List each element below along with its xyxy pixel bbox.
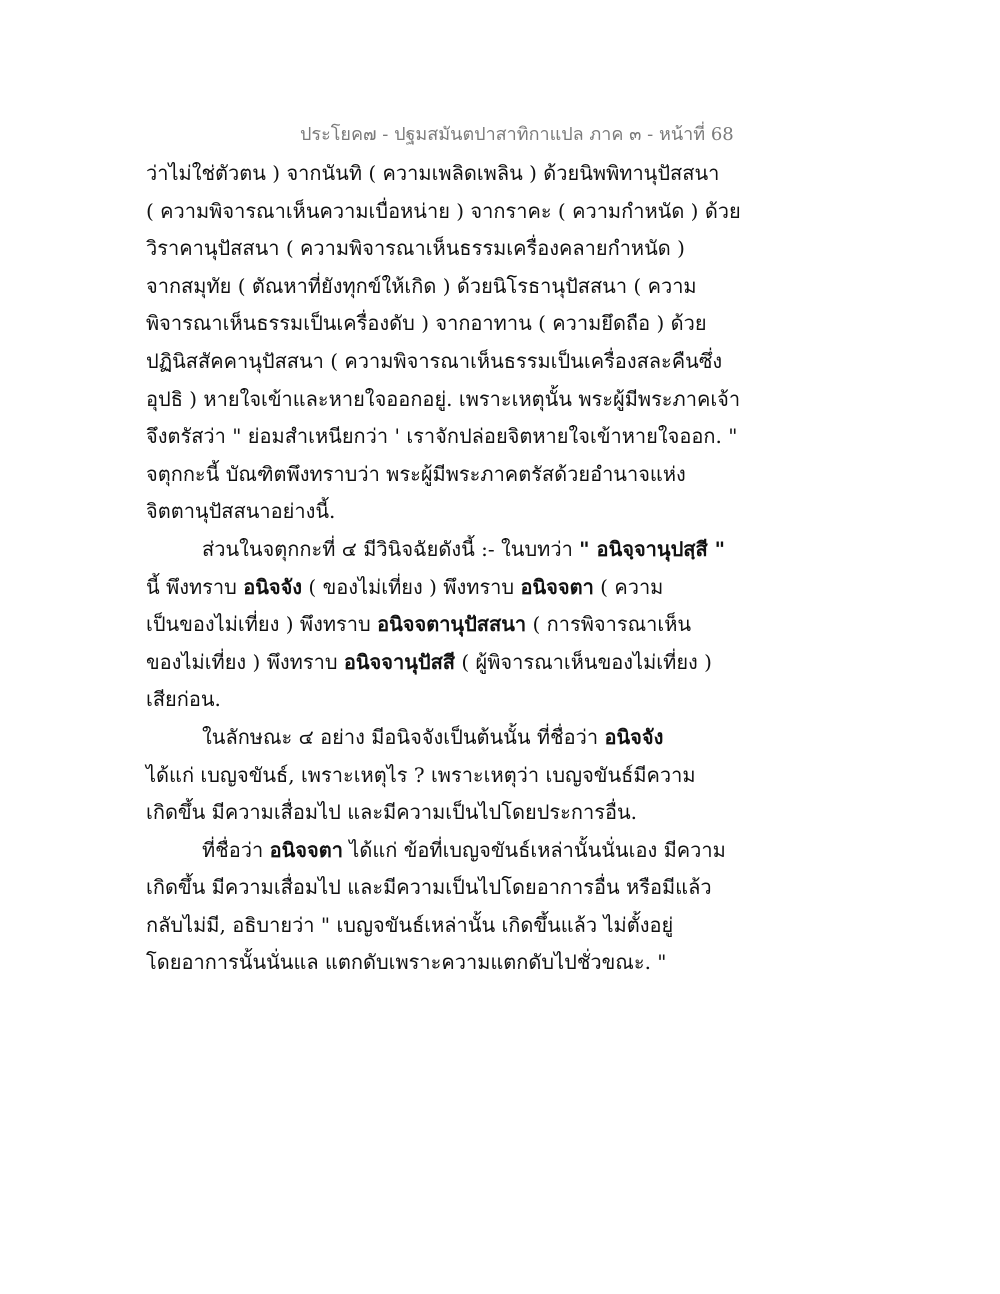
- text-run: ( ผู้พิจารณาเห็นของไม่เที่ยง ): [455, 649, 712, 674]
- bold-term: อนิจจตานุปัสสนา: [377, 612, 527, 637]
- bold-term: อนิจจตา: [520, 574, 594, 599]
- text-run: พิจารณาเห็นธรรมเป็นเครื่องดับ ) จากอาทาน ( ความยึดถือ ) ด้วย: [146, 311, 707, 336]
- text-run: ปฏินิสสัคคานุปัสสนา ( ความพิจารณาเห็นธรรมเป็นเครื่องสละคืนซึ่ง: [146, 348, 723, 373]
- bold-term: อนิจจตา: [269, 837, 343, 862]
- text-line: [146, 569, 706, 607]
- text-line: [146, 757, 706, 795]
- text-line: [146, 681, 706, 719]
- text-line: [146, 644, 712, 682]
- bold-term: อนิจจานุปัสสี: [343, 649, 456, 674]
- text-run: เสียก่อน.: [146, 687, 221, 712]
- text-run: จึงตรัสว่า " ย่อมสำเหนียกว่า ' เราจักปล่อยจิตหายใจเข้าหายใจออก. ": [146, 424, 738, 449]
- text-run: โดยอาการนั้นนั่นแล แตกดับเพราะความแตกดับไปชั่วขณะ. ": [146, 950, 667, 975]
- text-run: อุปธิ ) หายใจเข้าและหายใจออกอยู่. เพราะเหตุนั้น พระผู้มีพระภาคเจ้า: [146, 386, 741, 411]
- text-run: ( การพิจารณาเห็น: [526, 612, 692, 637]
- body-text: [146, 155, 741, 982]
- bold-term: อนิจจัง: [243, 574, 303, 599]
- text-run: จิตตานุปัสสนาอย่างนี้.: [146, 499, 336, 524]
- text-run: ( ของไม่เที่ยง ) พึงทราบ: [302, 574, 521, 599]
- text-line: [146, 794, 706, 832]
- text-run: จากสมุทัย ( ตัณหาที่ยังทุกข์ให้เกิด ) ด้วยนิโรธานุปัสสนา ( ความ: [146, 273, 697, 298]
- running-header: ประโยค๗ - ปฐมสมันตปาสาทิกาแปล ภาค ๓ - หน้าที่ 68: [300, 124, 734, 145]
- text-run: กลับไม่มี, อธิบายว่า " เบญจขันธ์เหล่านั้น เกิดขึ้นแล้ว ไม่ตั้งอยู่: [146, 912, 674, 937]
- text-line: [146, 493, 706, 531]
- text-run: เป็นของไม่เที่ยง ) พึงทราบ: [146, 612, 378, 637]
- text-run: ( ความพิจารณาเห็นความเบื่อหน่าย ) จากราคะ ( ความกำหนัด ) ด้วย: [146, 198, 741, 223]
- text-run: วิราคานุปัสสนา ( ความพิจารณาเห็นธรรมเครื่องคลายกำหนัด ): [146, 236, 685, 261]
- text-run: ( ความ: [593, 574, 664, 599]
- text-line: [146, 869, 712, 907]
- bold-term: อนิจจัง: [604, 724, 664, 749]
- text-run: นี้ พึงทราบ: [146, 574, 244, 599]
- text-run: เกิดขึ้น มีความเสื่อมไป และมีความเป็นไปโดยอาการอื่น หรือมีแล้ว: [146, 875, 712, 900]
- text-line: [146, 719, 706, 757]
- text-run: ส่วนในจตุกกะที่ ๔ มีวินิจฉัยดังนี้ :- ในบทว่า: [202, 536, 580, 561]
- text-line: [146, 531, 726, 569]
- text-run: ที่ชื่อว่า: [202, 837, 270, 862]
- text-line: [146, 606, 706, 644]
- text-line: [146, 944, 706, 982]
- text-line: [146, 832, 726, 870]
- text-line: [146, 343, 723, 381]
- text-line: [146, 907, 706, 945]
- text-line: [146, 456, 706, 494]
- text-run: ได้แก่ ข้อที่เบญจขันธ์เหล่านั้นนั่นเอง มีความ: [342, 837, 726, 862]
- bold-term: " อนิจฺจานุปสฺสี ": [579, 536, 726, 561]
- text-run: ในลักษณะ ๔ อย่าง มีอนิจจังเป็นต้นนั้น ที่ชื่อว่า: [202, 724, 605, 749]
- text-run: ได้แก่ เบญจขันธ์, เพราะเหตุไร ? เพราะเหตุว่า เบญจขันธ์มีความ: [146, 762, 696, 787]
- text-line: [146, 418, 738, 456]
- text-line: [146, 305, 706, 343]
- text-line: [146, 230, 706, 268]
- text-line: [146, 268, 706, 306]
- text-line: [146, 155, 720, 193]
- text-line: [146, 193, 741, 231]
- text-run: ของไม่เที่ยง ) พึงทราบ: [146, 649, 344, 674]
- text-run: ว่าไม่ใช่ตัวตน ) จากนันทิ ( ความเพลิดเพลิน ) ด้วยนิพพิทานุปัสสนา: [146, 161, 720, 185]
- text-run: เกิดขึ้น มีความเสื่อมไป และมีความเป็นไปโดยประการอื่น.: [146, 800, 637, 825]
- text-run: จตุกกะนี้ บัณฑิตพึงทราบว่า พระผู้มีพระภาคตรัสด้วยอำนาจแห่ง: [146, 461, 686, 486]
- text-line: [146, 381, 741, 419]
